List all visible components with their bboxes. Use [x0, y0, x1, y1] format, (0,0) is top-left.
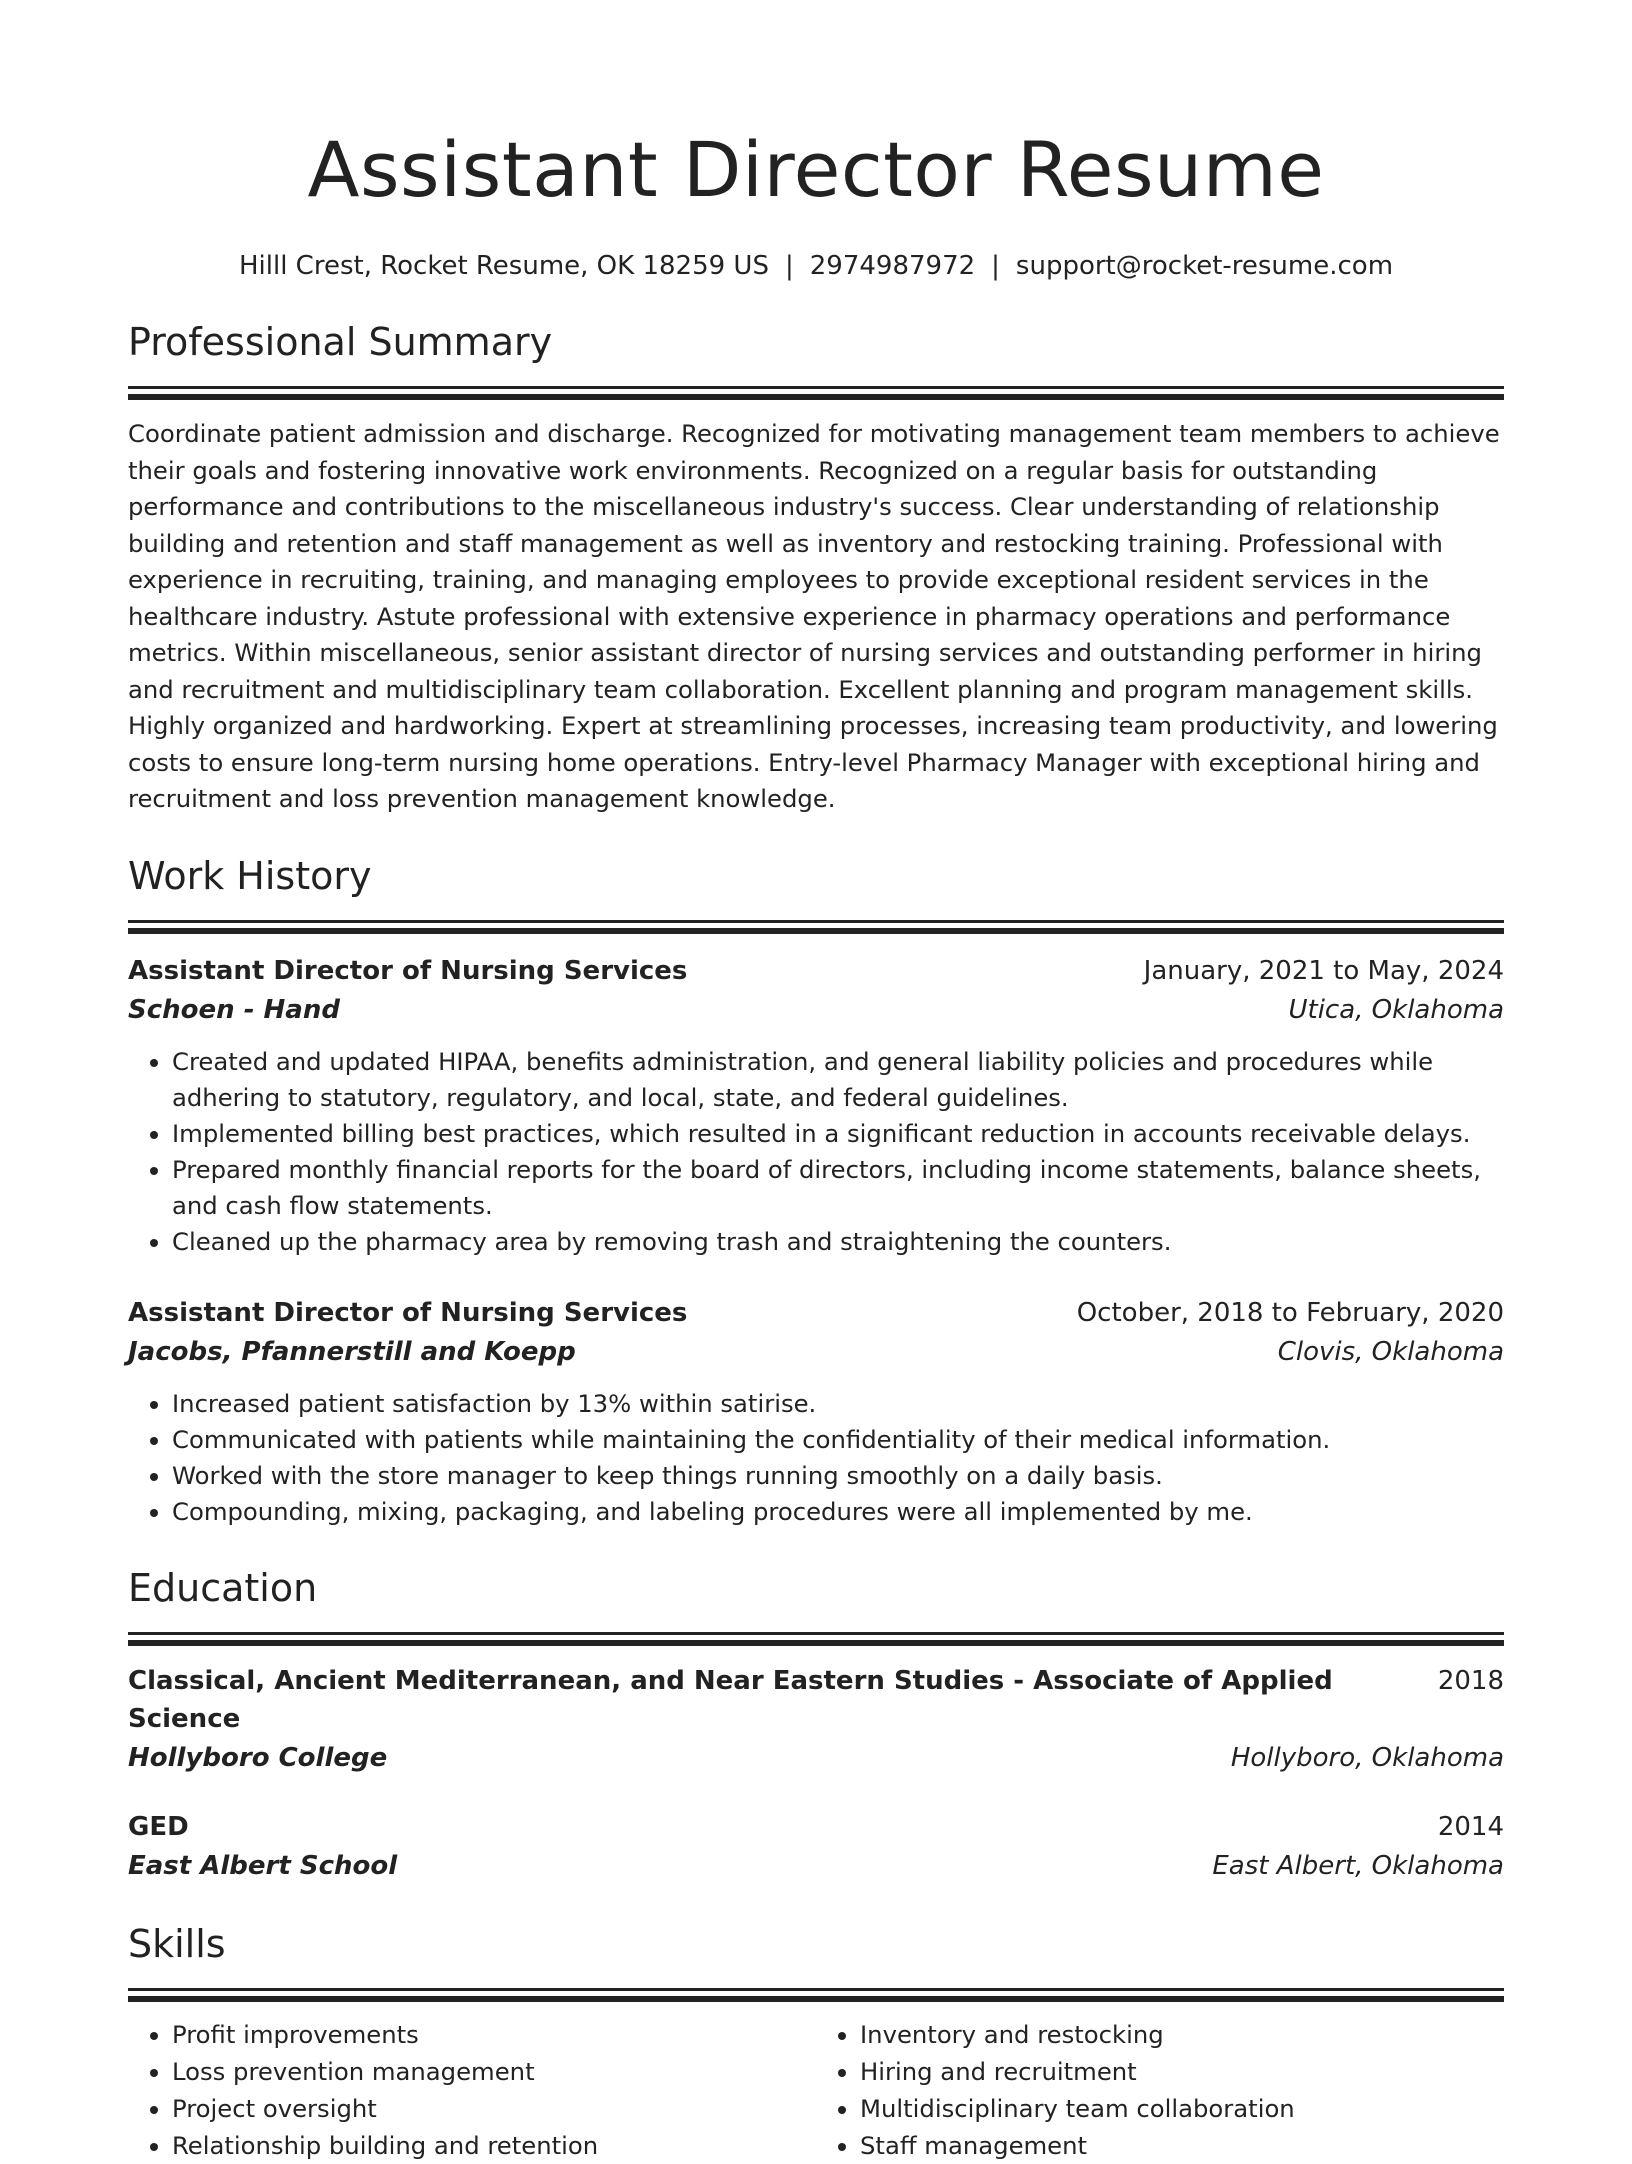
- education-entry: [128, 1808, 1504, 1886]
- job-location: Utica, Oklahoma: [1288, 994, 1504, 1025]
- skill-item: • Profit improvements: [172, 2016, 816, 2053]
- contact-separator: |: [784, 251, 794, 281]
- job-header-row: [128, 1294, 1504, 1332]
- contact-line: [128, 248, 1504, 284]
- section-divider: [128, 1640, 1504, 1646]
- section-divider: [128, 920, 1504, 923]
- job-company-row: [128, 990, 1504, 1030]
- skill-item: • Relationship building and retention: [172, 2127, 816, 2164]
- education-school-row: [128, 1738, 1504, 1778]
- section-heading-skills: Skills: [128, 1921, 226, 1966]
- job-company-row: [128, 1332, 1504, 1372]
- section-heading-summary: Professional Summary: [128, 320, 553, 364]
- skills-section: [128, 1920, 1504, 2164]
- job-header-row: [128, 952, 1504, 990]
- section-divider: [128, 1988, 1504, 1991]
- section-heading-work-history: Work History: [128, 853, 372, 898]
- section-divider: [128, 1996, 1504, 2002]
- section-divider: [128, 394, 1504, 400]
- job-bullets: [128, 1386, 1504, 1530]
- resume-title: Assistant Director Resume: [307, 125, 1325, 214]
- job-company: Jacobs, Pfannerstill and Koepp: [128, 1336, 576, 1367]
- education-school: Hollyboro College: [128, 1742, 388, 1773]
- contact-phone: 2974987972: [809, 251, 976, 281]
- education-header-row: [128, 1808, 1504, 1846]
- job-bullet: • Created and updated HIPAA, benefits administration, and general liability policies and procedures while adhering to statutory, regulatory, and local, state, and federal guidelines.: [172, 1044, 1504, 1116]
- section-divider: [128, 386, 1504, 389]
- skills-list-right: [816, 2016, 1504, 2164]
- section-divider: [128, 1632, 1504, 1635]
- skill-item: • Hiring and recruitment: [860, 2053, 1504, 2090]
- job-entry: [128, 952, 1504, 1260]
- job-bullet: • Compounding, mixing, packaging, and labeling procedures were all implemented by me.: [172, 1494, 1504, 1530]
- contact-address: Hilll Crest, Rocket Resume, OK 18259 US: [238, 251, 769, 281]
- education-header-row: [128, 1662, 1504, 1738]
- skills-columns: [128, 2016, 1504, 2164]
- job-bullet: • Increased patient satisfaction by 13% within satirise.: [172, 1386, 1504, 1422]
- skill-item: • Project oversight: [172, 2090, 816, 2127]
- education-school-row: [128, 1846, 1504, 1886]
- job-bullet: • Cleaned up the pharmacy area by removing trash and straightening the counters.: [172, 1224, 1504, 1260]
- skill-item: • Loss prevention management: [172, 2053, 816, 2090]
- job-bullet: • Prepared monthly financial reports for the board of directors, including income statements, balance sheets, and cash flow statements.: [172, 1152, 1504, 1224]
- skill-item: • Inventory and restocking: [860, 2016, 1504, 2053]
- job-bullet: • Communicated with patients while maintaining the confidentiality of their medical information.: [172, 1422, 1504, 1458]
- contact-separator: |: [991, 251, 1000, 281]
- education-degree: GED: [128, 1811, 189, 1842]
- section-divider: [128, 928, 1504, 934]
- education-year: 2014: [1437, 1811, 1504, 1842]
- job-title: Assistant Director of Nursing Services: [128, 1297, 688, 1328]
- work-history-section: [128, 852, 1504, 1530]
- skill-item: • Staff management: [860, 2127, 1504, 2164]
- skills-list-left: [128, 2016, 816, 2164]
- education-entry: [128, 1662, 1504, 1778]
- education-section: [128, 1564, 1504, 1886]
- contact-email: support@rocket-resume.com: [1015, 251, 1394, 281]
- job-company: Schoen - Hand: [128, 994, 340, 1025]
- summary-section: [128, 318, 1504, 818]
- education-degree: Classical, Ancient Mediterranean, and Near Eastern Studies - Associate of Applied Science: [128, 1665, 1333, 1734]
- job-bullets: [128, 1044, 1504, 1260]
- job-bullet: • Implemented billing best practices, which resulted in a significant reduction in accounts receivable delays.: [172, 1116, 1504, 1152]
- education-location: East Albert, Oklahoma: [1212, 1850, 1504, 1881]
- job-location: Clovis, Oklahoma: [1277, 1336, 1504, 1367]
- job-entry: [128, 1294, 1504, 1530]
- job-dates: January, 2021 to May, 2024: [1143, 955, 1504, 986]
- education-location: Hollyboro, Oklahoma: [1230, 1742, 1504, 1773]
- job-dates: October, 2018 to February, 2020: [1076, 1297, 1504, 1328]
- education-year: 2018: [1437, 1665, 1504, 1696]
- job-bullet: • Worked with the store manager to keep things running smoothly on a daily basis.: [172, 1458, 1504, 1494]
- skill-item: • Multidisciplinary team collaboration: [860, 2090, 1504, 2127]
- job-title: Assistant Director of Nursing Services: [128, 955, 688, 986]
- summary-text: Coordinate patient admission and discharge. Recognized for motivating management team members to achieve their goals and fostering innovative work environments. Recognized on a regular basis for outstanding performance and contributions to the miscellaneous industry's success. Clear understanding of relationship building and retention and staff management as well as inventory and restocking training. Professional with experience in recruiting, training, and managing employees to provide exceptional resident services in the healthcare industry. Astute professional with extensive experience in pharmacy operations and performance metrics. Within miscellaneous, senior assistant director of nursing services and outstanding performer in hiring and recruitment and multidisciplinary team collaboration. Excellent planning and program management skills. Highly organized and hardworking. Expert at streamlining processes, increasing team productivity, and lowering costs to ensure long-term nursing home operations. Entry-level Pharmacy Manager with exceptional hiring and recruitment and loss prevention management knowledge.: [128, 419, 1500, 813]
- section-heading-education: Education: [128, 1565, 318, 1610]
- education-school: East Albert School: [128, 1850, 398, 1881]
